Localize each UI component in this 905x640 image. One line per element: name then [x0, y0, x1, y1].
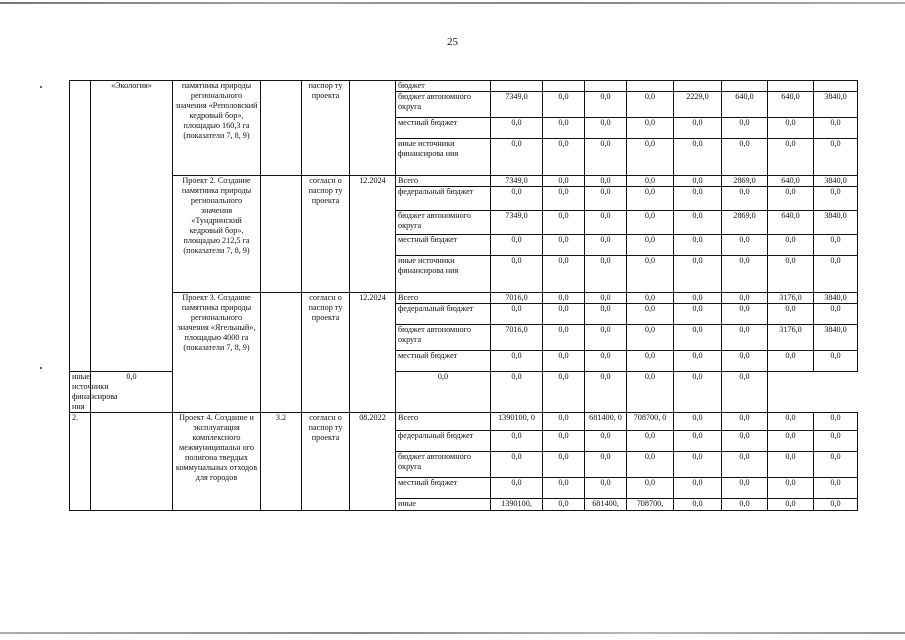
table-row	[70, 176, 858, 187]
funding-source-cell: бюджет автономного округа	[396, 211, 491, 235]
funding-source-cell: местный бюджет	[396, 118, 491, 139]
value-cell: 0,0	[674, 351, 722, 372]
value-cell: 681400,	[585, 499, 627, 511]
value-cell: 0,0	[585, 304, 627, 325]
value-cell: 0,0	[627, 139, 674, 176]
value-cell: 0,0	[627, 452, 674, 478]
value-cell: 0,0	[674, 413, 722, 431]
code-cell	[261, 81, 302, 176]
scan-edge-top	[0, 2, 905, 4]
value-cell: 0,0	[543, 325, 585, 351]
value-cell	[814, 81, 858, 92]
value-cell: 0,0	[674, 478, 722, 499]
value-cell: 681400, 0	[585, 413, 627, 431]
value-cell: 0,0	[585, 176, 627, 187]
margin-dot	[40, 367, 42, 369]
value-cell: 0,0	[585, 256, 627, 293]
value-cell: 0,0	[814, 187, 858, 211]
value-cell: 0,0	[722, 293, 768, 304]
value-cell: 0,0	[722, 235, 768, 256]
value-cell: 0,0	[722, 325, 768, 351]
value-cell: 3840,0	[814, 293, 858, 304]
value-cell: 0,0	[585, 139, 627, 176]
value-cell: 0,0	[674, 187, 722, 211]
value-cell: 0,0	[491, 118, 543, 139]
funding-source-cell: Всего	[396, 176, 491, 187]
value-cell: 0,0	[627, 351, 674, 372]
value-cell: 0,0	[722, 431, 768, 452]
value-cell: 0,0	[491, 351, 543, 372]
value-cell: 0,0	[585, 211, 627, 235]
value-cell: 3176,0	[768, 325, 814, 351]
value-cell: 0,0	[585, 235, 627, 256]
value-cell: 0,0	[543, 235, 585, 256]
basis-cell: согласн о паспор ту проекта	[302, 413, 350, 511]
value-cell: 0,0	[768, 452, 814, 478]
funding-source-cell: иные источники финансирова ния	[396, 256, 491, 293]
value-cell: 0,0	[722, 118, 768, 139]
value-cell: 708700,	[627, 499, 674, 511]
table-row	[70, 293, 858, 304]
value-cell: 0,0	[768, 431, 814, 452]
value-cell: 0,0	[722, 187, 768, 211]
value-cell: 0,0	[814, 256, 858, 293]
value-cell: 0,0	[814, 431, 858, 452]
value-cell: 0,0	[627, 92, 674, 118]
value-cell: 0,0	[543, 413, 585, 431]
value-cell: 0,0	[814, 235, 858, 256]
value-cell: 0,0	[585, 372, 627, 413]
value-cell: 0,0	[674, 176, 722, 187]
value-cell: 0,0	[768, 304, 814, 325]
value-cell	[491, 81, 543, 92]
value-cell: 0,0	[585, 431, 627, 452]
project-name-cell: Проект 2. Создание памятника природы регионального значения «Тундринский кедровый бор», площадью 212,5 га (показатели 7, 8, 9)	[173, 176, 261, 293]
value-cell	[627, 81, 674, 92]
table-row	[70, 81, 858, 92]
value-cell: 0,0	[585, 293, 627, 304]
value-cell: 0,0	[722, 304, 768, 325]
value-cell: 0,0	[491, 235, 543, 256]
value-cell: 0,0	[627, 256, 674, 293]
funding-source-cell: федеральный бюджет	[396, 304, 491, 325]
basis-cell: согласн о паспор ту проекта	[302, 176, 350, 293]
value-cell: 0,0	[543, 92, 585, 118]
index-cell: 2.	[70, 413, 91, 511]
table-row	[70, 413, 858, 431]
value-cell: 0,0	[814, 304, 858, 325]
value-cell: 0,0	[674, 325, 722, 351]
value-cell: 0,0	[627, 176, 674, 187]
value-cell: 0,0	[543, 139, 585, 176]
value-cell: 0,0	[674, 118, 722, 139]
funding-source-cell: бюджет автономного округа	[396, 325, 491, 351]
value-cell: 3840,0	[814, 325, 858, 351]
value-cell: 0,0	[768, 351, 814, 372]
value-cell: 0,0	[491, 256, 543, 293]
value-cell: 0,0	[814, 478, 858, 499]
value-cell: 7349,0	[491, 176, 543, 187]
value-cell: 0,0	[543, 431, 585, 452]
code-cell	[261, 293, 302, 413]
value-cell: 0,0	[585, 478, 627, 499]
funding-source-cell: местный бюджет	[396, 351, 491, 372]
funding-source-cell: Всего	[396, 413, 491, 431]
value-cell: 0,0	[722, 351, 768, 372]
value-cell: 0,0	[768, 187, 814, 211]
value-cell: 0,0	[627, 118, 674, 139]
value-cell: 0,0	[814, 499, 858, 511]
value-cell: 0,0	[627, 211, 674, 235]
value-cell: 0,0	[627, 235, 674, 256]
value-cell: 0,0	[543, 256, 585, 293]
value-cell: 0,0	[627, 293, 674, 304]
term-cell	[350, 81, 396, 176]
value-cell: 2869,0	[722, 176, 768, 187]
value-cell	[543, 81, 585, 92]
value-cell: 0,0	[585, 187, 627, 211]
value-cell: 0,0	[585, 92, 627, 118]
value-cell: 0,0	[543, 176, 585, 187]
value-cell: 0,0	[543, 211, 585, 235]
value-cell	[674, 81, 722, 92]
value-cell: 0,0	[722, 139, 768, 176]
basis-cell: согласн о паспор ту проекта	[302, 293, 350, 413]
value-cell: 0,0	[814, 139, 858, 176]
term-cell: 08.2022	[350, 413, 396, 511]
term-cell: 12.2024	[350, 176, 396, 293]
value-cell: 0,0	[543, 499, 585, 511]
value-cell: 0,0	[814, 351, 858, 372]
value-cell: 1390100,	[491, 499, 543, 511]
value-cell: 0,0	[627, 187, 674, 211]
value-cell: 0,0	[491, 304, 543, 325]
margin-dot	[40, 86, 42, 88]
value-cell: 0,0	[674, 372, 722, 413]
value-cell: 0,0	[674, 431, 722, 452]
value-cell: 0,0	[491, 187, 543, 211]
value-cell: 7349,0	[491, 92, 543, 118]
project-name-cell: памятника природы регионального значения «Реполовский кедровый бор», площадью 160,3 га (показатели 7, 8, 9)	[173, 81, 261, 176]
value-cell: 0,0	[674, 304, 722, 325]
value-cell: 0,0	[814, 118, 858, 139]
value-cell: 0,0	[543, 304, 585, 325]
value-cell: 0,0	[814, 452, 858, 478]
value-cell: 0,0	[491, 478, 543, 499]
value-cell: 640,0	[768, 92, 814, 118]
value-cell: 1390100, 0	[491, 413, 543, 431]
value-cell: 0,0	[396, 372, 491, 413]
value-cell: 3840,0	[814, 92, 858, 118]
scan-edge-bottom	[0, 632, 905, 634]
value-cell: 0,0	[768, 256, 814, 293]
program-cell	[91, 413, 173, 511]
value-cell: 0,0	[722, 256, 768, 293]
value-cell	[585, 81, 627, 92]
value-cell: 0,0	[491, 372, 543, 413]
value-cell: 0,0	[627, 431, 674, 452]
value-cell: 0,0	[543, 372, 585, 413]
value-cell: 0,0	[585, 351, 627, 372]
value-cell: 0,0	[674, 235, 722, 256]
value-cell: 0,0	[722, 413, 768, 431]
value-cell: 0,0	[543, 118, 585, 139]
value-cell: 0,0	[722, 478, 768, 499]
code-cell	[261, 176, 302, 293]
value-cell: 7349,0	[491, 211, 543, 235]
value-cell: 0,0	[674, 139, 722, 176]
value-cell: 0,0	[768, 499, 814, 511]
funding-source-cell: бюджет	[396, 81, 491, 92]
value-cell: 0,0	[674, 499, 722, 511]
value-cell: 0,0	[674, 256, 722, 293]
value-cell: 640,0	[768, 176, 814, 187]
funding-source-cell: федеральный бюджет	[396, 187, 491, 211]
value-cell: 0,0	[491, 431, 543, 452]
value-cell: 2229,0	[674, 92, 722, 118]
program-cell: «Экология»	[91, 81, 173, 372]
value-cell: 0,0	[491, 452, 543, 478]
code-cell: 3.2	[261, 413, 302, 511]
value-cell: 640,0	[768, 211, 814, 235]
value-cell: 0,0	[768, 413, 814, 431]
funding-source-cell: федеральный бюджет	[396, 431, 491, 452]
funding-source-cell: иные источники финансирова ния	[396, 139, 491, 176]
value-cell: 0,0	[91, 372, 173, 413]
value-cell: 0,0	[543, 478, 585, 499]
term-cell: 12.2024	[350, 293, 396, 413]
value-cell: 0,0	[722, 499, 768, 511]
value-cell: 0,0	[674, 452, 722, 478]
value-cell: 0,0	[814, 413, 858, 431]
value-cell	[722, 81, 768, 92]
value-cell: 7016,0	[491, 325, 543, 351]
project-name-cell: Проект 4. Создание и эксплуатация комплексного межмуниципальн ого полигона твердых коммунальных отходов для городов	[173, 413, 261, 511]
project-name-cell: Проект 3. Создание памятника природы регионального значения «Ягельный», площадью 4000 га (показатели 7, 8, 9)	[173, 293, 261, 413]
value-cell: 0,0	[627, 372, 674, 413]
value-cell: 0,0	[768, 139, 814, 176]
value-cell: 0,0	[585, 452, 627, 478]
value-cell: 3176,0	[768, 293, 814, 304]
value-cell: 0,0	[768, 118, 814, 139]
value-cell: 3840,0	[814, 176, 858, 187]
page-number: 25	[447, 36, 458, 48]
value-cell: 0,0	[722, 452, 768, 478]
value-cell: 0,0	[585, 325, 627, 351]
value-cell: 0,0	[722, 372, 768, 413]
funding-source-cell: бюджет автономного округа	[396, 452, 491, 478]
value-cell: 0,0	[674, 211, 722, 235]
value-cell: 7016,0	[491, 293, 543, 304]
value-cell: 0,0	[543, 452, 585, 478]
funding-source-cell: бюджет автономного округа	[396, 92, 491, 118]
value-cell: 0,0	[585, 118, 627, 139]
value-cell: 0,0	[491, 139, 543, 176]
value-cell: 0,0	[543, 351, 585, 372]
value-cell: 708700, 0	[627, 413, 674, 431]
funding-source-cell: Всего	[396, 293, 491, 304]
value-cell: 0,0	[768, 235, 814, 256]
value-cell: 0,0	[627, 304, 674, 325]
value-cell: 2869,0	[722, 211, 768, 235]
value-cell: 0,0	[627, 325, 674, 351]
value-cell: 0,0	[543, 293, 585, 304]
value-cell: 0,0	[543, 187, 585, 211]
index-cell	[70, 81, 91, 372]
funding-source-cell: местный бюджет	[396, 235, 491, 256]
value-cell: 0,0	[627, 478, 674, 499]
funding-source-cell: местный бюджет	[396, 478, 491, 499]
budget-table	[69, 80, 858, 511]
value-cell: 3840,0	[814, 211, 858, 235]
value-cell: 640,0	[722, 92, 768, 118]
basis-cell: паспор ту проекта	[302, 81, 350, 176]
value-cell: 0,0	[674, 293, 722, 304]
funding-source-cell: иные	[396, 499, 491, 511]
value-cell: 0,0	[768, 478, 814, 499]
value-cell	[768, 81, 814, 92]
funding-source-cell: иные источники финансирова ния	[70, 372, 91, 413]
